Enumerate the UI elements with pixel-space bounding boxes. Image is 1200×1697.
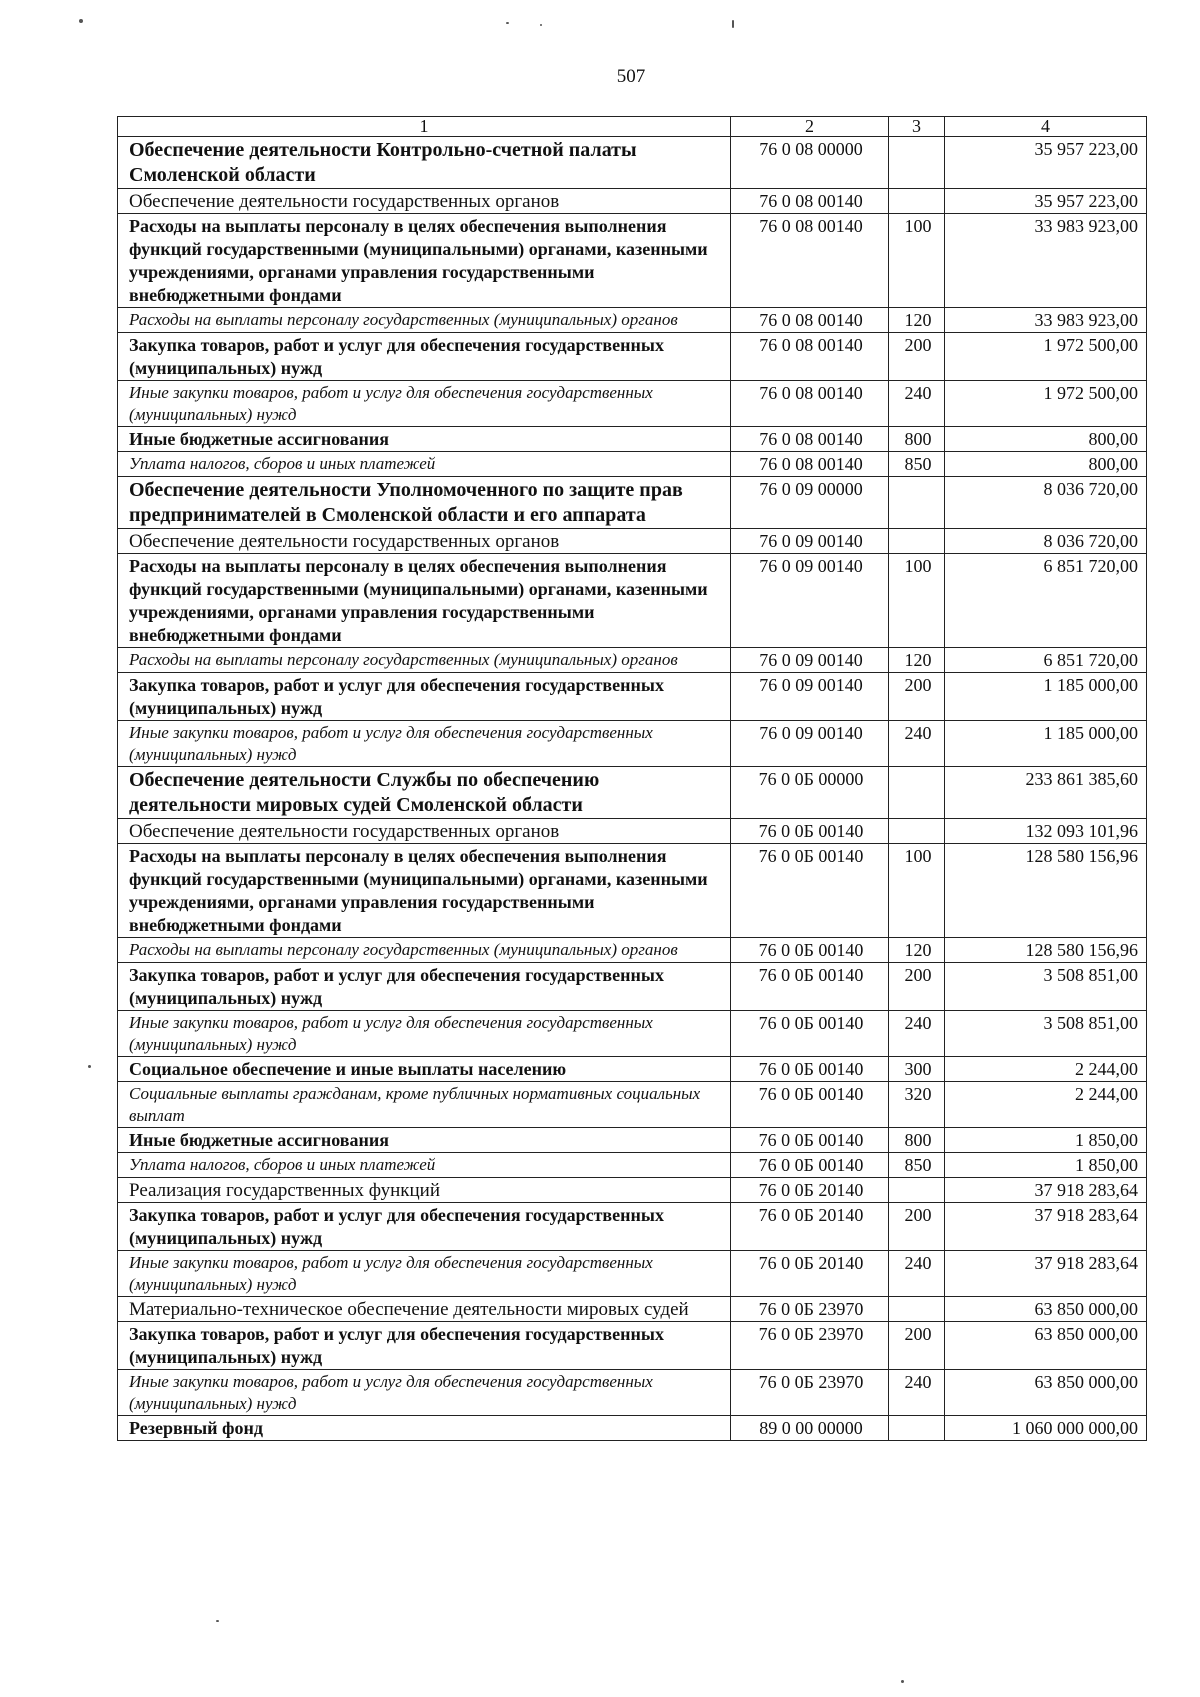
scan-speck [79,19,83,23]
row-name: Закупка товаров, работ и услуг для обеспечения государственных (муниципальных) нужд [118,963,731,1011]
row-name: Расходы на выплаты персоналу в целях обеспечения выполнения функций государственными (муниципальными) органами, казенными учреждениями, органами управления государственными внебюджетными фондами [118,214,731,308]
table-row [118,308,1147,333]
row-name: Обеспечение деятельности Службы по обеспечению деятельности мировых судей Смоленской области [118,767,731,819]
row-code: 76 0 09 00140 [731,554,889,648]
table-row [118,1011,1147,1057]
row-kvr [889,767,945,819]
row-kvr [889,1178,945,1203]
row-kvr: 300 [889,1057,945,1082]
row-code: 76 0 08 00000 [731,137,889,189]
table-row [118,1416,1147,1441]
row-name: Расходы на выплаты персоналу в целях обеспечения выполнения функций государственными (муниципальными) органами, казенными учреждениями, органами управления государственными внебюджетными фондами [118,844,731,938]
row-code: 76 0 08 00140 [731,189,889,214]
table-row [118,1203,1147,1251]
table-row [118,673,1147,721]
row-name: Уплата налогов, сборов и иных платежей [118,1153,731,1178]
scan-speck [540,24,542,26]
table-row [118,1251,1147,1297]
row-amount: 37 918 283,64 [945,1178,1147,1203]
row-amount: 8 036 720,00 [945,477,1147,529]
page-number: 507 [616,66,646,87]
row-kvr: 320 [889,1082,945,1128]
row-amount: 37 918 283,64 [945,1203,1147,1251]
row-amount: 2 244,00 [945,1057,1147,1082]
row-kvr [889,819,945,844]
row-kvr: 800 [889,427,945,452]
row-kvr [889,1416,945,1441]
row-kvr: 120 [889,308,945,333]
row-code: 76 0 08 00140 [731,308,889,333]
row-name: Иные закупки товаров, работ и услуг для обеспечения государственных (муниципальных) нужд [118,1370,731,1416]
row-name: Социальные выплаты гражданам, кроме публичных нормативных социальных выплат [118,1082,731,1128]
row-kvr [889,189,945,214]
row-kvr: 200 [889,1203,945,1251]
row-amount: 1 850,00 [945,1153,1147,1178]
row-amount: 128 580 156,96 [945,938,1147,963]
row-code: 76 0 09 00000 [731,477,889,529]
row-amount: 33 983 923,00 [945,308,1147,333]
row-kvr [889,529,945,554]
row-name: Иные закупки товаров, работ и услуг для обеспечения государственных (муниципальных) нужд [118,1251,731,1297]
table-row [118,381,1147,427]
row-code: 76 0 0Б 00140 [731,1057,889,1082]
row-amount: 63 850 000,00 [945,1370,1147,1416]
row-amount: 63 850 000,00 [945,1297,1147,1322]
table-row [118,427,1147,452]
row-code: 76 0 09 00140 [731,529,889,554]
row-code: 76 0 0Б 23970 [731,1322,889,1370]
table-row [118,452,1147,477]
row-amount: 800,00 [945,452,1147,477]
row-code: 76 0 0Б 20140 [731,1203,889,1251]
row-code: 76 0 09 00140 [731,721,889,767]
row-name: Иные бюджетные ассигнования [118,1128,731,1153]
scan-speck [216,1620,219,1622]
row-code: 76 0 09 00140 [731,673,889,721]
table-row [118,214,1147,308]
row-code: 76 0 0Б 00140 [731,1128,889,1153]
row-name: Обеспечение деятельности Контрольно-счетной палаты Смоленской области [118,137,731,189]
row-kvr [889,477,945,529]
row-name: Обеспечение деятельности Уполномоченного по защите прав предпринимателей в Смоленской области и его аппарата [118,477,731,529]
row-code: 76 0 0Б 00140 [731,963,889,1011]
table-row [118,938,1147,963]
row-kvr: 200 [889,1322,945,1370]
row-name: Материально-техническое обеспечение деятельности мировых судей [118,1297,731,1322]
scan-speck [901,1680,904,1683]
row-kvr: 100 [889,554,945,648]
row-kvr: 240 [889,721,945,767]
scan-speck [88,1065,91,1068]
table-row [118,844,1147,938]
row-amount: 800,00 [945,427,1147,452]
table-row [118,1128,1147,1153]
table-row [118,529,1147,554]
table-row [118,819,1147,844]
row-amount: 33 983 923,00 [945,214,1147,308]
row-name: Закупка товаров, работ и услуг для обеспечения государственных (муниципальных) нужд [118,1203,731,1251]
row-code: 76 0 0Б 00140 [731,1082,889,1128]
row-amount: 1 850,00 [945,1128,1147,1153]
row-amount: 1 060 000 000,00 [945,1416,1147,1441]
row-code: 76 0 0Б 00000 [731,767,889,819]
table-row [118,1153,1147,1178]
row-amount: 3 508 851,00 [945,963,1147,1011]
row-kvr: 100 [889,844,945,938]
row-amount: 1 185 000,00 [945,721,1147,767]
row-amount: 132 093 101,96 [945,819,1147,844]
table-row [118,1178,1147,1203]
row-name: Уплата налогов, сборов и иных платежей [118,452,731,477]
row-amount: 2 244,00 [945,1082,1147,1128]
row-amount: 3 508 851,00 [945,1011,1147,1057]
table-row [118,189,1147,214]
row-kvr: 120 [889,648,945,673]
table-row [118,477,1147,529]
table-row [118,554,1147,648]
row-kvr: 800 [889,1128,945,1153]
table-body [118,137,1147,1441]
column-header-name: 1 [118,117,731,137]
column-header-amount: 4 [945,117,1147,137]
table-row [118,1297,1147,1322]
row-name: Закупка товаров, работ и услуг для обеспечения государственных (муниципальных) нужд [118,1322,731,1370]
row-code: 76 0 0Б 00140 [731,844,889,938]
row-name: Обеспечение деятельности государственных органов [118,529,731,554]
row-name: Закупка товаров, работ и услуг для обеспечения государственных (муниципальных) нужд [118,333,731,381]
row-amount: 1 972 500,00 [945,333,1147,381]
row-code: 89 0 00 00000 [731,1416,889,1441]
row-amount: 6 851 720,00 [945,554,1147,648]
row-code: 76 0 0Б 00140 [731,938,889,963]
table-row [118,1370,1147,1416]
table-row [118,1322,1147,1370]
scan-speck [732,20,734,28]
row-name: Иные закупки товаров, работ и услуг для обеспечения государственных (муниципальных) нужд [118,381,731,427]
budget-table [117,116,1147,1441]
row-code: 76 0 08 00140 [731,214,889,308]
row-code: 76 0 0Б 00140 [731,1153,889,1178]
row-kvr: 200 [889,673,945,721]
row-amount: 35 957 223,00 [945,189,1147,214]
table-row [118,1082,1147,1128]
row-amount: 128 580 156,96 [945,844,1147,938]
row-code: 76 0 0Б 00140 [731,1011,889,1057]
table-row [118,648,1147,673]
row-code: 76 0 08 00140 [731,452,889,477]
row-name: Иные закупки товаров, работ и услуг для обеспечения государственных (муниципальных) нужд [118,721,731,767]
row-kvr: 240 [889,381,945,427]
table-row [118,963,1147,1011]
row-name: Расходы на выплаты персоналу государственных (муниципальных) органов [118,938,731,963]
row-kvr: 200 [889,333,945,381]
row-code: 76 0 08 00140 [731,333,889,381]
row-kvr: 100 [889,214,945,308]
row-name: Расходы на выплаты персоналу государственных (муниципальных) органов [118,648,731,673]
column-header-code: 2 [731,117,889,137]
table-header-row [118,117,1147,137]
row-kvr [889,1297,945,1322]
row-code: 76 0 0Б 00140 [731,819,889,844]
table-row [118,767,1147,819]
row-name: Расходы на выплаты персоналу в целях обеспечения выполнения функций государственными (муниципальными) органами, казенными учреждениями, органами управления государственными внебюджетными фондами [118,554,731,648]
row-code: 76 0 08 00140 [731,381,889,427]
row-code: 76 0 0Б 23970 [731,1297,889,1322]
row-kvr: 850 [889,1153,945,1178]
row-kvr: 240 [889,1011,945,1057]
row-amount: 1 972 500,00 [945,381,1147,427]
row-name: Реализация государственных функций [118,1178,731,1203]
scan-speck [506,22,509,24]
row-amount: 37 918 283,64 [945,1251,1147,1297]
table-row [118,721,1147,767]
row-name: Расходы на выплаты персоналу государственных (муниципальных) органов [118,308,731,333]
row-code: 76 0 0Б 20140 [731,1251,889,1297]
row-code: 76 0 09 00140 [731,648,889,673]
row-name: Обеспечение деятельности государственных органов [118,819,731,844]
row-kvr: 850 [889,452,945,477]
row-kvr: 240 [889,1251,945,1297]
row-name: Иные закупки товаров, работ и услуг для обеспечения государственных (муниципальных) нужд [118,1011,731,1057]
row-amount: 8 036 720,00 [945,529,1147,554]
row-name: Социальное обеспечение и иные выплаты населению [118,1057,731,1082]
row-amount: 63 850 000,00 [945,1322,1147,1370]
row-code: 76 0 0Б 23970 [731,1370,889,1416]
row-code: 76 0 08 00140 [731,427,889,452]
table-row [118,1057,1147,1082]
row-name: Иные бюджетные ассигнования [118,427,731,452]
row-amount: 1 185 000,00 [945,673,1147,721]
table-row [118,333,1147,381]
column-header-kvr: 3 [889,117,945,137]
row-name: Обеспечение деятельности государственных органов [118,189,731,214]
row-name: Резервный фонд [118,1416,731,1441]
row-name: Закупка товаров, работ и услуг для обеспечения государственных (муниципальных) нужд [118,673,731,721]
row-amount: 233 861 385,60 [945,767,1147,819]
row-kvr: 200 [889,963,945,1011]
row-kvr: 120 [889,938,945,963]
row-amount: 6 851 720,00 [945,648,1147,673]
row-code: 76 0 0Б 20140 [731,1178,889,1203]
row-kvr [889,137,945,189]
row-kvr: 240 [889,1370,945,1416]
table-row [118,137,1147,189]
row-amount: 35 957 223,00 [945,137,1147,189]
